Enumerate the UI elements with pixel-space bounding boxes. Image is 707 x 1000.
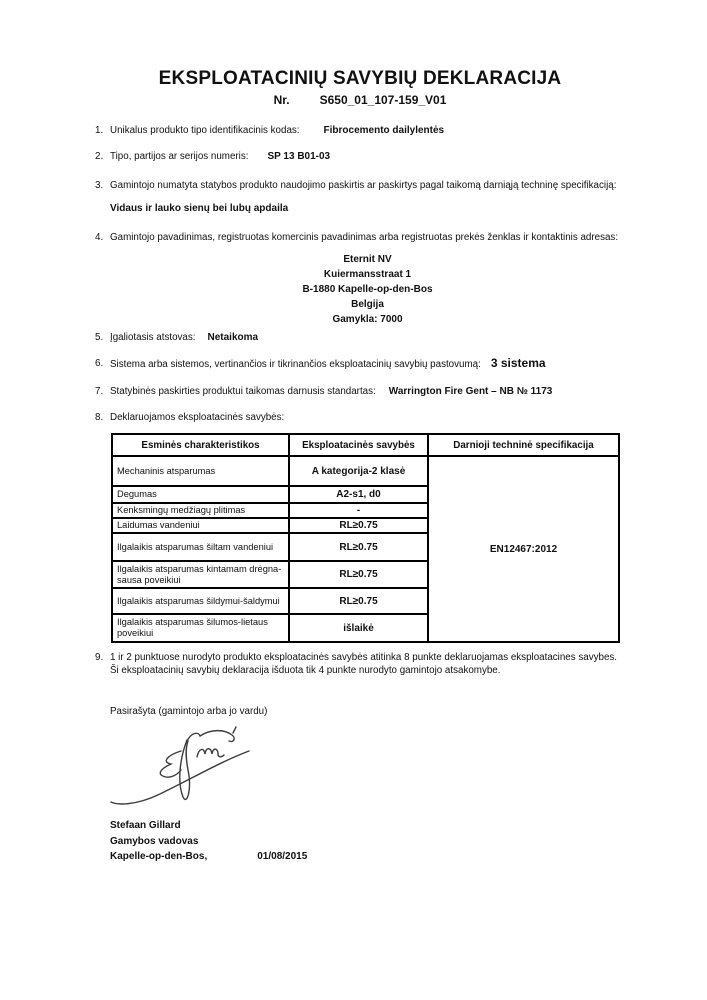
row-label: Ilgalaikis atsparumas šildymui-šaldymui	[112, 588, 289, 614]
item-label: Įgaliotasis atstovas:	[110, 332, 196, 343]
item-content	[110, 385, 640, 398]
declaration-statement-line1: 1 ir 2 punktuose nurodyto produkto eksploatacinės savybės atitinka 8 punkte deklaruojamas eksploatacines savybes.	[110, 652, 618, 663]
list-item-9	[95, 651, 640, 677]
item-number: 4.	[95, 232, 104, 243]
item-label: Unikalus produkto tipo identifikacinis kodas:	[110, 125, 300, 136]
signatory-block	[110, 818, 307, 865]
item-number: 5.	[95, 332, 104, 343]
row-label: Degumas	[112, 486, 289, 503]
item-content	[110, 150, 640, 163]
list-item-6	[95, 357, 640, 371]
item-number: 6.	[95, 358, 104, 369]
item-number: 9.	[95, 652, 104, 663]
address-line-street: Kuiermansstraat 1	[323, 269, 412, 280]
row-label: Laidumas vandeniui	[112, 518, 289, 533]
item-content	[110, 124, 640, 137]
document-number-label: Nr.	[273, 93, 290, 107]
item-label: Gamintojo numatyta statybos produkto naudojimo paskirtis ar paskirtys pagal taikomą darniąją techninę specifikaciją:	[110, 180, 617, 191]
authorized-rep-value: Netaikoma	[207, 332, 259, 343]
row-label: Ilgalaikis atsparumas kintamam drėgna-sausa poveikiui	[112, 561, 289, 588]
row-value: išlaikė	[289, 614, 428, 642]
item-content	[110, 651, 640, 677]
row-value: -	[289, 503, 428, 518]
item-number: 8.	[95, 412, 104, 423]
row-value: RL≥0.75	[289, 518, 428, 533]
declared-performance-table	[111, 433, 620, 643]
manufacturer-address	[110, 252, 625, 327]
list-item-2	[95, 150, 640, 163]
item-label: Tipo, partijos ar serijos numeris:	[110, 151, 249, 162]
intended-use-value: Vidaus ir lauko sienų bei lubų apdaila	[110, 203, 289, 214]
row-label: Kenksmingų medžiagų plitimas	[112, 503, 289, 518]
list-item-1	[95, 124, 640, 137]
row-value: RL≥0.75	[289, 588, 428, 614]
product-type-code: Fibrocemento dailylentės	[323, 125, 445, 136]
header-performance: Eksploatacinės savybės	[289, 434, 428, 456]
serial-number: SP 13 B01-03	[267, 151, 331, 162]
item-number: 7.	[95, 386, 104, 397]
document-number-value: S650_01_107-159_V01	[319, 93, 447, 107]
item-content	[110, 331, 640, 344]
row-value: RL≥0.75	[289, 561, 428, 588]
list-item-4	[95, 231, 640, 244]
table-row	[112, 456, 619, 486]
signature-intro: Pasirašyta (gamintojo arba jo vardu)	[110, 706, 268, 717]
declaration-statement-line2: Ši eksploatacinių savybių deklaracija išduota tik 4 punkte nurodyto gamintojo atsakomybe.	[110, 665, 501, 676]
item-label: Sistema arba sistemos, vertinančios ir tikrinančios eksploatacinių savybių pastovumą:	[110, 359, 481, 370]
list-item-3	[95, 179, 640, 192]
list-item-7	[95, 385, 640, 398]
address-line-city: B-1880 Kapelle-op-den-Bos	[302, 284, 433, 295]
row-label: Ilgalaikis atsparumas šiltam vandeniui	[112, 533, 289, 561]
item-label: Deklaruojamos eksploatacinės savybės:	[110, 412, 285, 423]
signatory-name: Stefaan Gillard	[110, 820, 181, 831]
document-number-line	[95, 93, 625, 107]
address-line-company: Eternit NV	[343, 254, 392, 265]
item-number: 1.	[95, 125, 104, 136]
list-item-8	[95, 411, 640, 424]
document-title: EKSPLOATACINIŲ SAVYBIŲ DEKLARACIJA	[158, 68, 562, 89]
notified-body-value: Warrington Fire Gent – NB № 1173	[388, 386, 553, 397]
signature-place-date	[110, 849, 307, 865]
row-value: RL≥0.75	[289, 533, 428, 561]
item-label: Statybinės paskirties produktui taikomas darnusis standartas:	[110, 386, 376, 397]
signature-place: Kapelle-op-den-Bos,	[110, 851, 208, 862]
table-header-row	[112, 434, 619, 456]
item-number: 2.	[95, 151, 104, 162]
signatory-role: Gamybos vadovas	[110, 835, 199, 847]
handwritten-signature-image	[105, 726, 260, 808]
row-value: A2-s1, d0	[289, 486, 428, 503]
address-line-factory: Gamykla: 7000	[332, 314, 403, 325]
avcp-system-value: 3 sistema	[490, 356, 546, 370]
list-item-5	[95, 331, 640, 344]
spec-value: EN12467:2012	[428, 456, 619, 642]
address-line-country: Belgija	[351, 299, 384, 310]
header-technical-specification: Darnioji techninė specifikacija	[428, 434, 619, 456]
row-label: Ilgalaikis atsparumas šilumos-lietaus poveikiui	[112, 614, 289, 642]
header-essential-characteristics: Esminės charakteristikos	[112, 434, 289, 456]
item-number: 3.	[95, 180, 104, 191]
row-value: A kategorija-2 klasė	[289, 456, 428, 486]
signature-date: 01/08/2015	[257, 851, 308, 862]
item-content	[110, 357, 640, 371]
item-label: Gamintojo pavadinimas, registruotas komercinis pavadinimas arba registruotas prekės ženklas ir kontaktinis adresas:	[110, 232, 619, 243]
row-label: Mechaninis atsparumas	[112, 456, 289, 486]
